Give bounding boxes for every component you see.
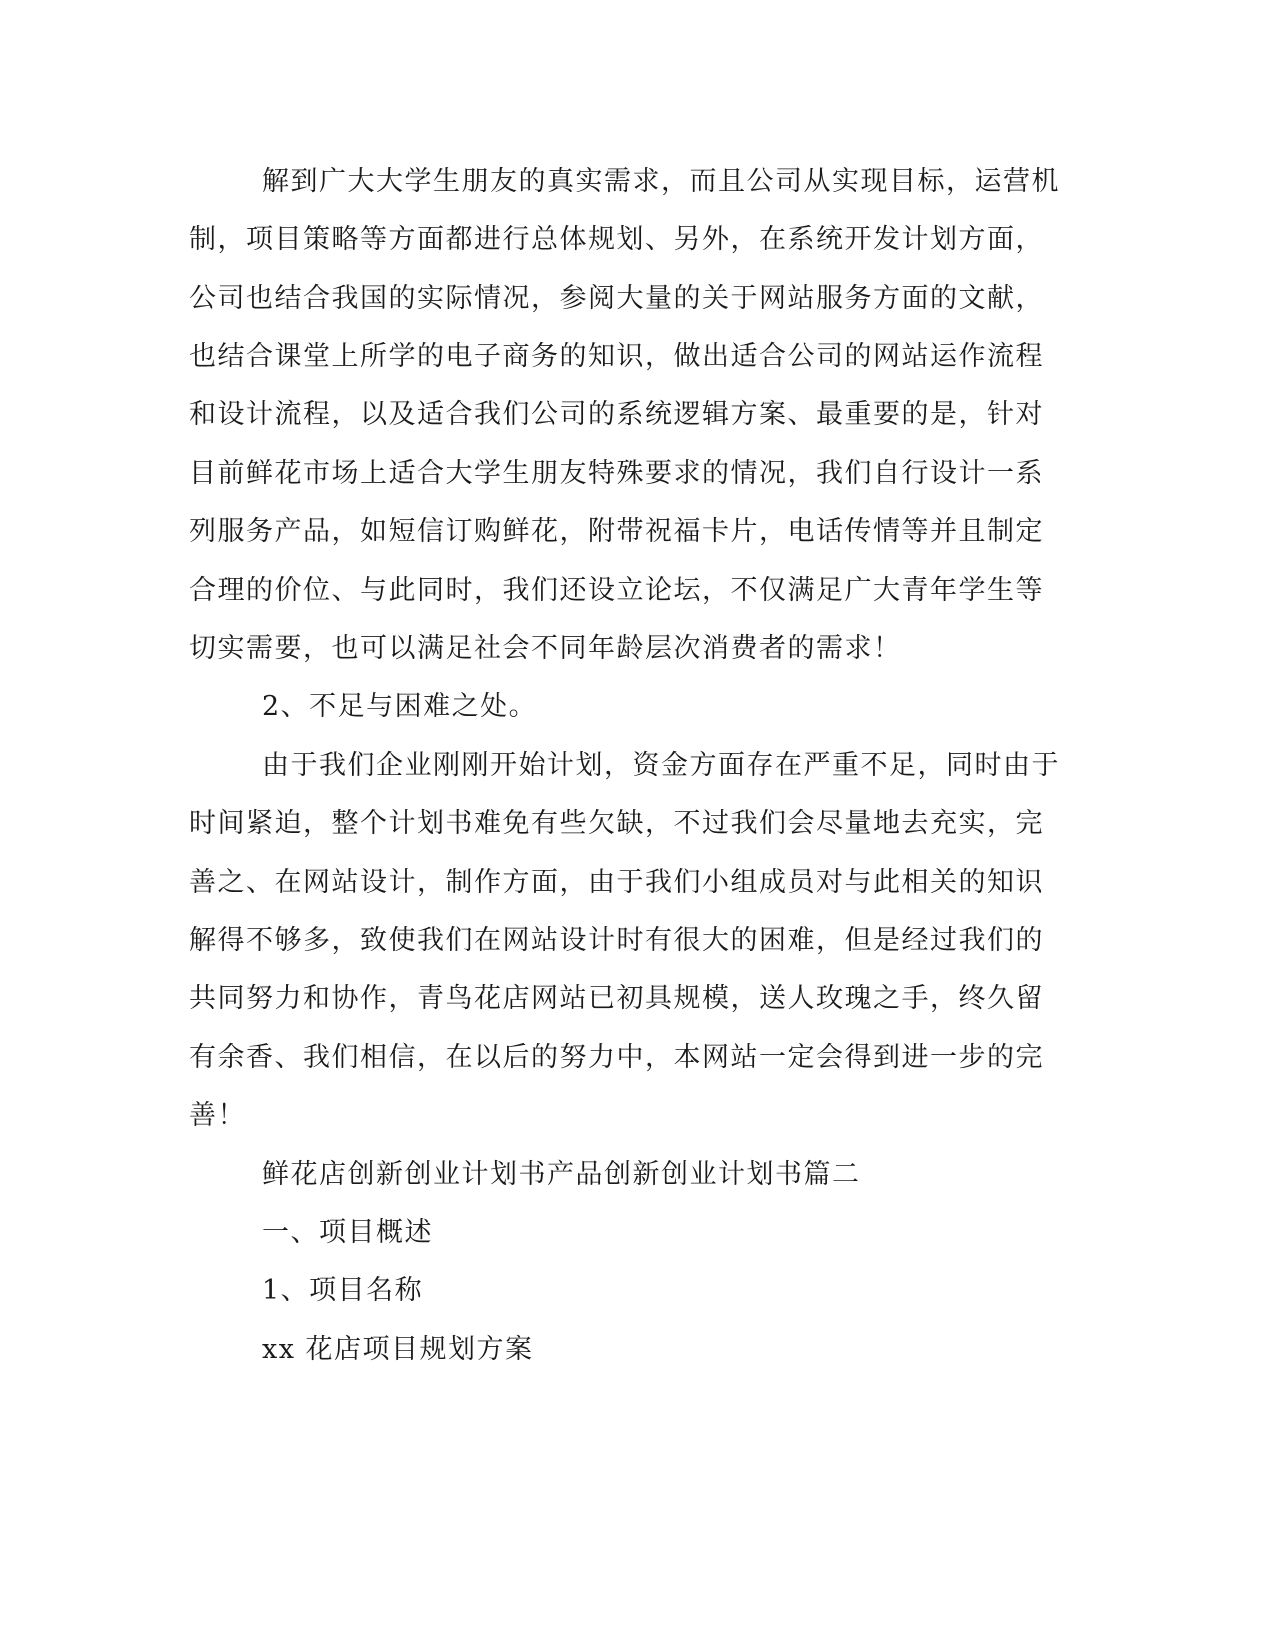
subsection-heading: 1、项目名称: [262, 1275, 424, 1306]
document-title: 鲜花店创新创业计划书产品创新创业计划书篇二: [262, 1159, 861, 1190]
paragraph-line: 切实需要，也可以满足社会不同年龄层次消费者的需求！: [189, 633, 902, 664]
paragraph-line: 列服务产品，如短信订购鲜花，附带祝福卡片，电话传情等并且制定: [189, 516, 1044, 547]
paragraph-line: 解到广大大学生朋友的真实需求，而且公司从实现目标，运营机: [262, 166, 1060, 197]
paragraph-line: 时间紧迫，整个计划书难免有些欠缺，不过我们会尽量地去充实，完: [189, 808, 1044, 839]
paragraph-line: 共同努力和协作，青鸟花店网站已初具规模，送人玫瑰之手，终久留: [189, 983, 1044, 1014]
paragraph-line: 合理的价位、与此同时，我们还设立论坛，不仅满足广大青年学生等: [189, 575, 1044, 606]
section-heading: 2、不足与困难之处。: [262, 691, 538, 722]
paragraph-line: 善！: [189, 1100, 246, 1131]
paragraph-line: 目前鲜花市场上适合大学生朋友特殊要求的情况，我们自行设计一系: [189, 458, 1044, 489]
section-heading: 一、项目概述: [262, 1217, 433, 1248]
paragraph-line: 善之、在网站设计，制作方面，由于我们小组成员对与此相关的知识: [189, 867, 1044, 898]
paragraph-line: 公司也结合我国的实际情况，参阅大量的关于网站服务方面的文献，: [189, 283, 1044, 314]
paragraph-line: 由于我们企业刚刚开始计划，资金方面存在严重不足，同时由于: [262, 750, 1060, 781]
paragraph-line: 解得不够多，致使我们在网站设计时有很大的困难，但是经过我们的: [189, 925, 1044, 956]
paragraph-line: 有余香、我们相信，在以后的努力中，本网站一定会得到进一步的完: [189, 1042, 1044, 1073]
paragraph-line: 也结合课堂上所学的电子商务的知识，做出适合公司的网站运作流程: [189, 341, 1044, 372]
paragraph-line: 和设计流程，以及适合我们公司的系统逻辑方案、最重要的是，针对: [189, 399, 1044, 430]
project-name: xx 花店项目规划方案: [262, 1334, 534, 1365]
paragraph-line: 制，项目策略等方面都进行总体规划、另外，在系统开发计划方面，: [189, 224, 1044, 255]
